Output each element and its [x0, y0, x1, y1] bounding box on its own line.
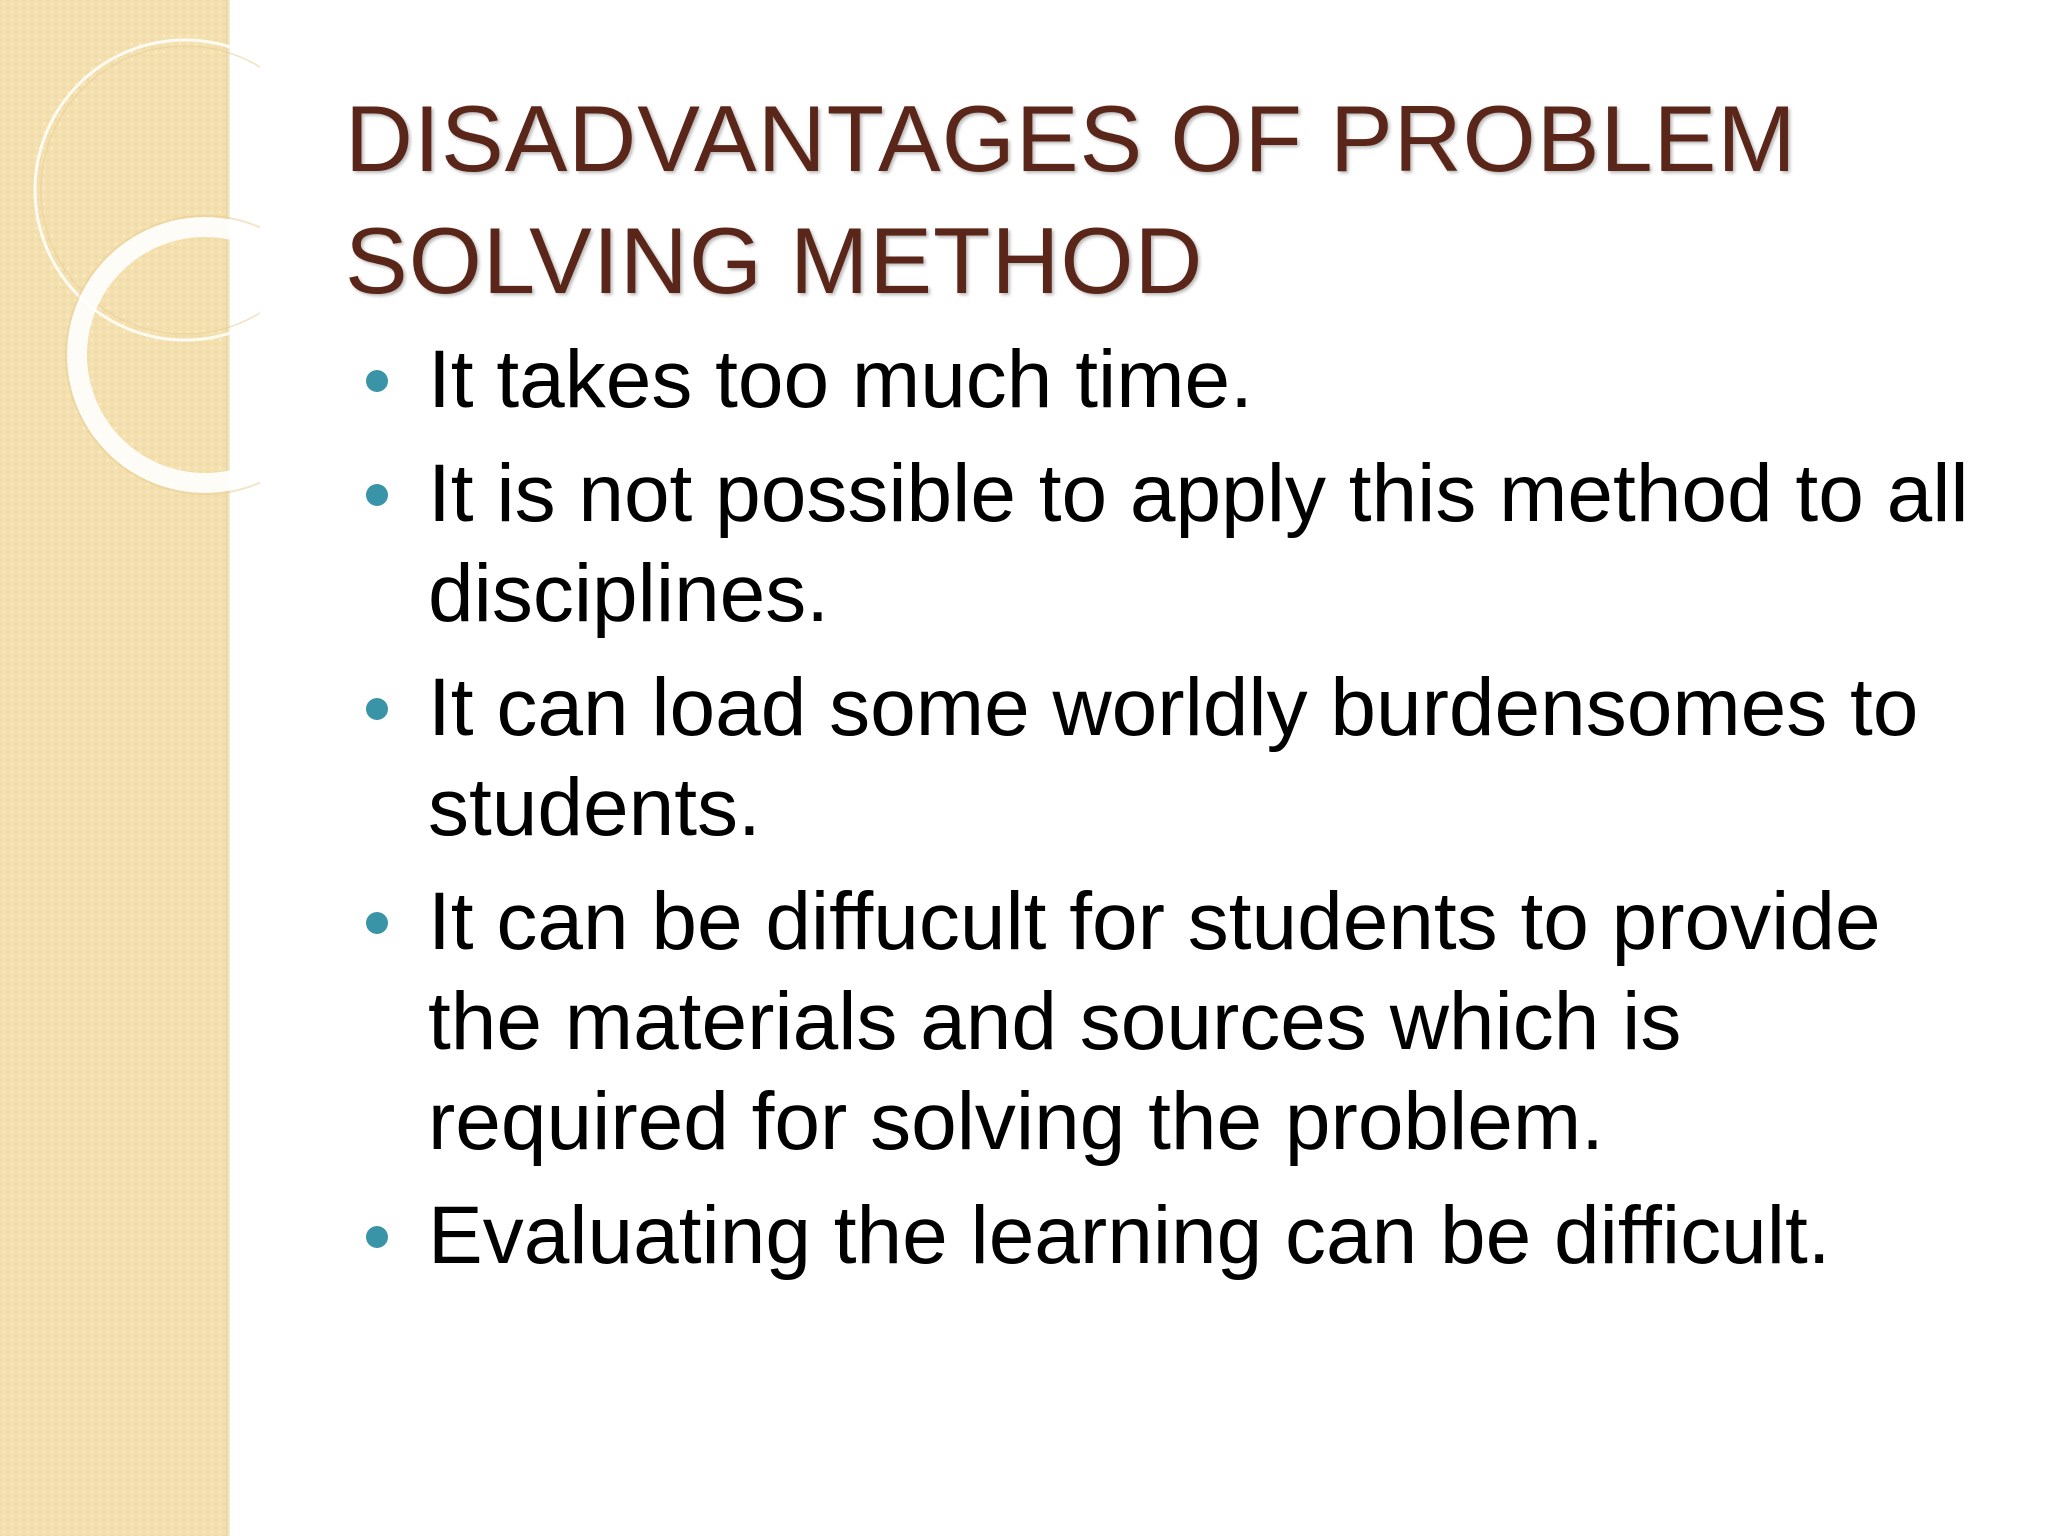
bullet-item: [360, 1186, 2000, 1286]
bullet-item: [360, 330, 2000, 430]
rings-decoration-icon: [0, 0, 260, 520]
slide-title-line-2: SOLVING METHOD: [345, 208, 1204, 313]
bullet-text: It can load some worldly burdensomes to students.: [428, 662, 1919, 853]
bullet-item: [360, 444, 2000, 644]
filled-circle-bullet-icon: [366, 484, 388, 506]
filled-circle-bullet-icon: [366, 912, 388, 934]
bullet-text: It takes too much time.: [428, 334, 1253, 425]
bullet-item: [360, 658, 2000, 858]
bullet-text: Evaluating the learning can be difficult.: [428, 1190, 1831, 1281]
filled-circle-bullet-icon: [366, 698, 388, 720]
slide-title-line-1: DISADVANTAGES OF PROBLEM: [345, 86, 1797, 191]
slide-title: [345, 78, 1985, 322]
filled-circle-bullet-icon: [366, 370, 388, 392]
bullet-list: [360, 330, 2000, 1300]
bullet-item: [360, 872, 2000, 1172]
bullet-text: It is not possible to apply this method to all disciplines.: [428, 448, 1969, 639]
bullet-text: It can be diffucult for students to provide the materials and sources which is required for solving the problem.: [428, 876, 1881, 1167]
filled-circle-bullet-icon: [366, 1226, 388, 1248]
